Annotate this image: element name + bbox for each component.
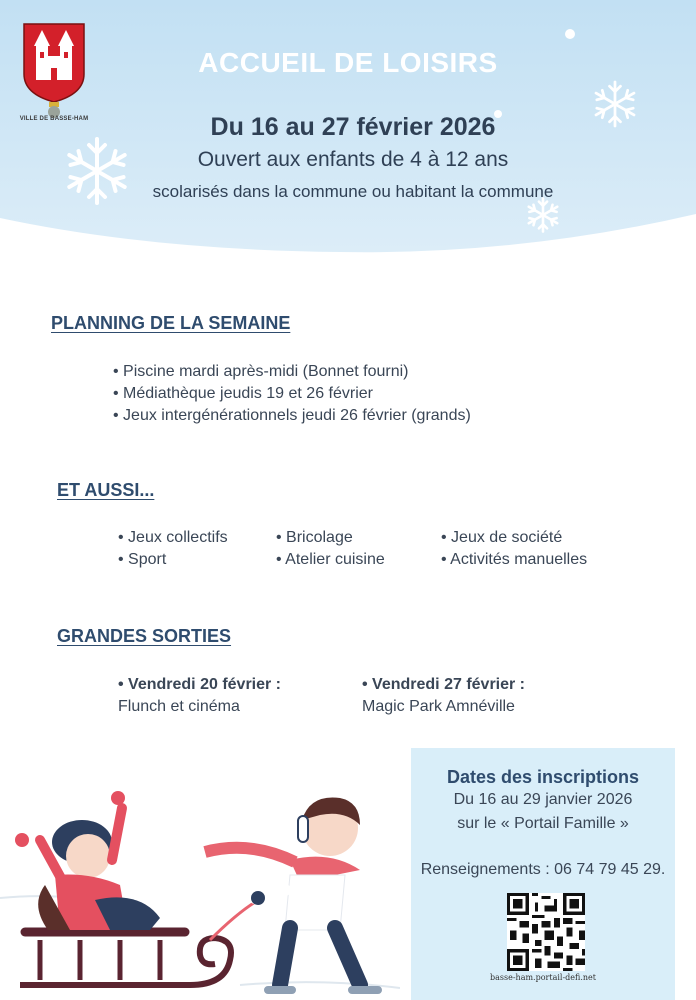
qr-code-icon	[507, 893, 585, 971]
planning-title: PLANNING DE LA SEMAINE	[51, 313, 291, 333]
list-item: • Activités manuelles	[441, 549, 587, 571]
town-caption: VILLE DE BASSE-HAM	[19, 116, 89, 122]
list-item: • Jeux intergénérationnels jeudi 26 février (grands)	[113, 405, 471, 427]
registration-box	[411, 748, 675, 1000]
list-item: • Médiathèque jeudis 19 et 26 février	[113, 383, 471, 405]
outing-date: • Vendredi 20 février :	[118, 674, 281, 696]
registration-title: Dates des inscriptions	[446, 767, 640, 787]
list-item: • Jeux collectifs	[118, 527, 228, 549]
outing-item	[362, 674, 525, 718]
contact-phone: Renseignements : 06 74 79 45 29.	[420, 861, 666, 878]
list-item: • Sport	[118, 549, 228, 571]
list-item: • Piscine mardi après-midi (Bonnet fourni)	[113, 361, 471, 383]
also-list-col3	[441, 527, 587, 571]
registration-portal: sur le « Portail Famille »	[457, 815, 629, 832]
list-item: • Bricolage	[276, 527, 385, 549]
list-item: • Atelier cuisine	[276, 549, 385, 571]
outing-place: Flunch et cinéma	[118, 698, 240, 715]
page-title: ACCUEIL DE LOISIRS	[198, 47, 498, 78]
kids-sled-illustration	[0, 780, 400, 1000]
outing-place: Magic Park Amnéville	[362, 698, 515, 715]
outing-item	[118, 674, 281, 718]
age-range: Ouvert aux enfants de 4 à 12 ans	[197, 148, 509, 171]
planning-list	[113, 361, 471, 427]
event-dates: Du 16 au 27 février 2026	[210, 113, 496, 141]
snowflake-icon	[525, 197, 561, 233]
list-item: • Jeux de société	[441, 527, 587, 549]
also-list-col1	[118, 527, 228, 571]
also-title: ET AUSSI...	[57, 480, 155, 500]
registration-dates: Du 16 au 29 janvier 2026	[453, 791, 633, 808]
portal-url: basse-ham.portail-defi.net	[490, 973, 596, 982]
also-list-col2	[276, 527, 385, 571]
outing-date: • Vendredi 27 février :	[362, 674, 525, 696]
eligibility-text: scolarisés dans la commune ou habitant la commune	[152, 182, 554, 201]
outings-title: GRANDES SORTIES	[57, 626, 232, 646]
